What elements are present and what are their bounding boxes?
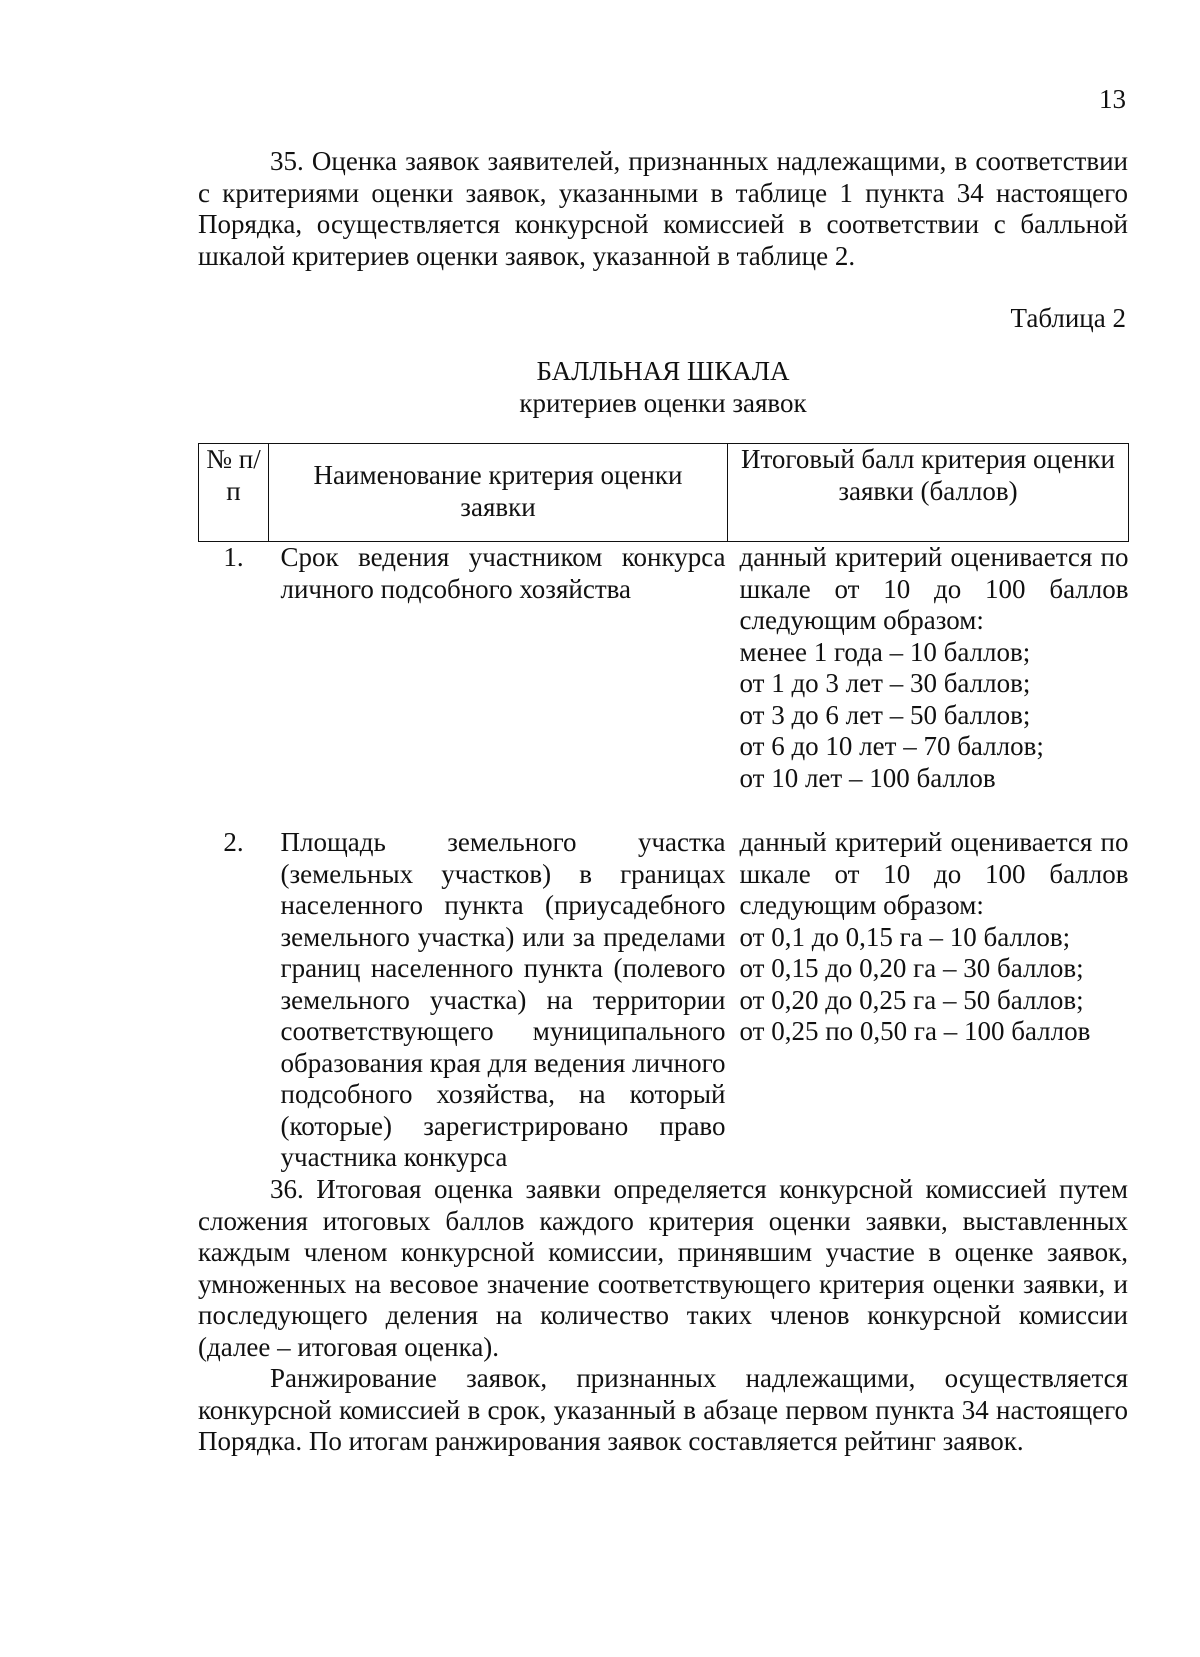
table-header-row: [199, 444, 1129, 542]
score-intro: данный критерий оценивается по шкале от 10 до 100 баллов следующим образом:: [739, 542, 1129, 635]
score-line: от 0,25 по 0,50 га – 100 баллов: [739, 1016, 1091, 1046]
score-line: от 6 до 10 лет – 70 баллов;: [739, 731, 1044, 761]
table-title-block: [198, 356, 1128, 419]
paragraph-36: 36. Итоговая оценка заявки определяется конкурсной комиссией путем сложения итоговых баллов каждого критерия оценки заявки, выставленных каждым членом конкурсной комиссии, принявшим участие в оценке заявок, умноженных на весовое значение соответствующего критерия оценки заявки, и последующего деления на количество таких членов конкурсной комиссии (далее – итоговая оценка).: [198, 1174, 1128, 1362]
criteria-table: [198, 443, 1129, 1174]
header-criterion-name: Наименование критерия оценки заявки: [269, 444, 728, 542]
score-intro: данный критерий оценивается по шкале от 10 до 100 баллов следующим образом:: [739, 827, 1129, 920]
paragraph-35-block: [198, 146, 1128, 272]
score-line: от 0,1 до 0,15 га – 10 баллов;: [739, 921, 1071, 952]
table-row: [199, 542, 1129, 828]
score-line: менее 1 года – 10 баллов;: [739, 636, 1031, 667]
criterion-score: [728, 827, 1129, 1174]
page-number: 13: [1099, 84, 1126, 114]
row-number: 2.: [223, 827, 244, 857]
table-row: [199, 827, 1129, 1174]
criterion-name: Площадь земельного участка (земельных участков) в границах населенного пункта (приусадебного земельного участка) или за пределами границ населенного пункта (полевого земельного участка) на территории соответствующего муниципального образования края для ведения личного подсобного хозяйства, на который (которые) зарегистрировано право участника конкурса: [280, 827, 726, 1172]
score-line: от 0,15 до 0,20 га – 30 баллов;: [739, 953, 1084, 983]
header-number: № п/п: [199, 444, 269, 542]
paragraph-36-block: [198, 1174, 1128, 1458]
score-line: от 10 лет – 100 баллов: [739, 762, 996, 793]
score-line: от 1 до 3 лет – 30 баллов;: [739, 668, 1031, 698]
row-number: 1.: [223, 542, 244, 572]
paragraph-36-ranking: Ранжирование заявок, признанных надлежащими, осуществляется конкурсной комиссией в срок, указанный в абзаце первом пункта 34 настоящего Порядка. По итогам ранжирования заявок составляется рейтинг заявок.: [198, 1363, 1128, 1456]
header-score: Итоговый балл критерия оценки заявки (баллов): [728, 444, 1129, 542]
criterion-name: Срок ведения участником конкурса личного подсобного хозяйства: [280, 542, 726, 604]
criterion-score: [728, 542, 1129, 828]
table-title: БАЛЛЬНАЯ ШКАЛА: [536, 356, 790, 386]
score-line: от 0,20 до 0,25 га – 50 баллов;: [739, 984, 1084, 1015]
score-line: от 3 до 6 лет – 50 баллов;: [739, 699, 1031, 730]
table-subtitle: критериев оценки заявок: [519, 387, 807, 418]
table-caption: Таблица 2: [1010, 303, 1126, 333]
paragraph-35: 35. Оценка заявок заявителей, признанных надлежащими, в соответствии с критериями оценки заявок, указанными в таблице 1 пункта 34 настоящего Порядка, осуществляется конкурсной комиссией в соответствии с балльной шкалой критериев оценки заявок, указанной в таблице 2.: [198, 146, 1128, 271]
